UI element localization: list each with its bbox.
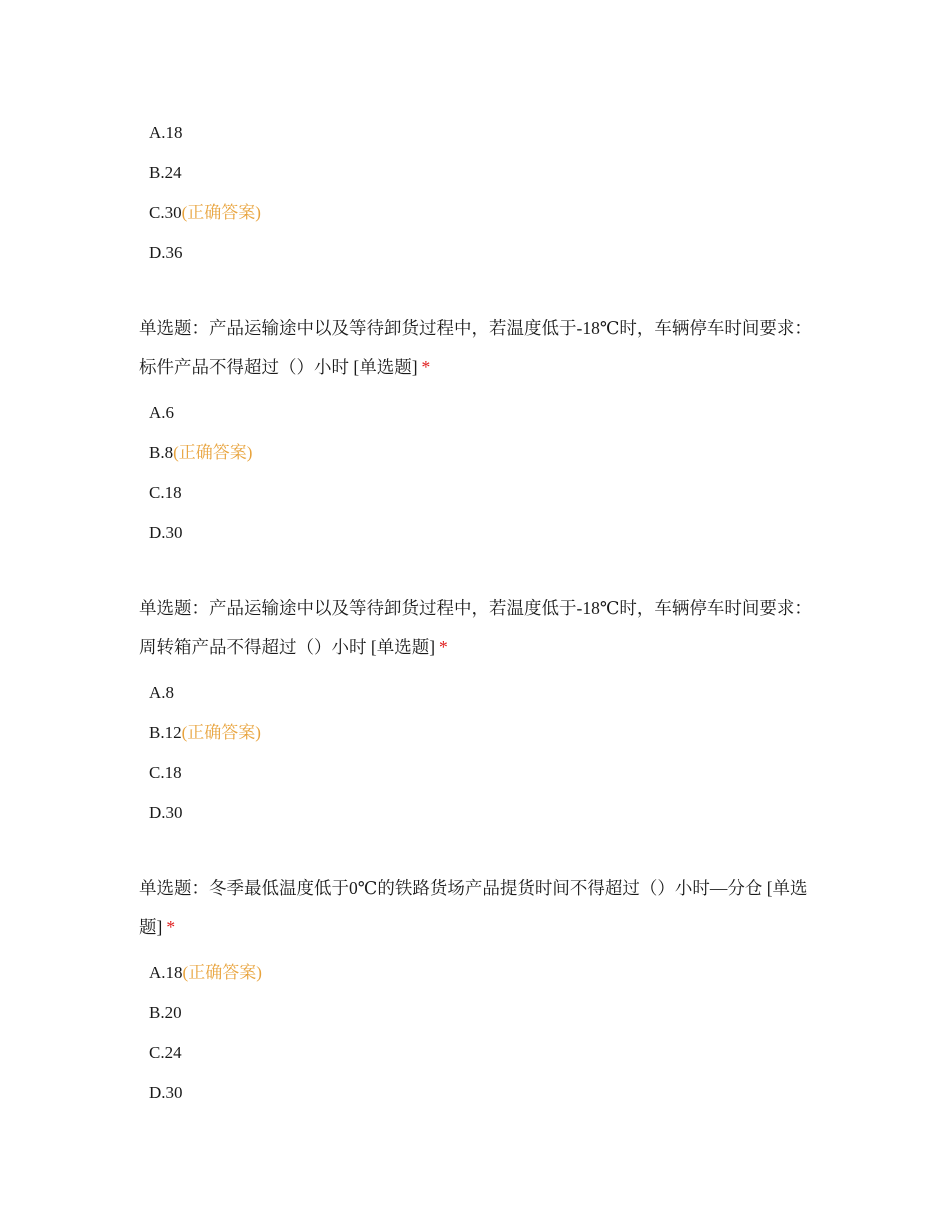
option-label: B.24 <box>149 163 182 182</box>
option-label: A.8 <box>149 683 175 702</box>
required-asterisk: * <box>166 917 176 937</box>
correct-answer-tag: (正确答案) <box>182 963 262 982</box>
option-d <box>149 233 819 273</box>
correct-answer-tag: (正确答案) <box>173 443 253 462</box>
option-d <box>149 1073 819 1113</box>
option-b <box>149 433 819 473</box>
option-d <box>149 513 819 553</box>
question-text <box>139 309 819 387</box>
required-asterisk: * <box>439 637 448 657</box>
option-list <box>139 673 819 833</box>
option-b <box>149 993 819 1033</box>
option-a <box>149 393 819 433</box>
option-a <box>149 113 819 153</box>
option-label: B.12 <box>149 723 182 742</box>
question-stem: 单选题：产品运输途中以及等待卸货过程中，若温度低于-18℃时，车辆停车时间要求：周转箱产品不得超过（）小时 <box>139 598 812 657</box>
option-c <box>149 193 819 233</box>
option-label: A.18 <box>149 963 183 982</box>
option-label: D.30 <box>149 1083 183 1102</box>
option-b <box>149 713 819 753</box>
option-a <box>149 673 819 713</box>
option-list <box>139 393 819 553</box>
option-d <box>149 793 819 833</box>
correct-answer-tag: (正确答案) <box>181 203 261 222</box>
question-block-1 <box>139 113 819 273</box>
question-type-tag: [单选题] <box>353 357 418 377</box>
option-c <box>149 753 819 793</box>
question-block-2 <box>139 309 819 553</box>
option-label: A.18 <box>149 123 183 142</box>
option-label: C.18 <box>149 763 182 782</box>
question-text <box>139 869 819 947</box>
question-stem: 单选题：冬季最低温度低于0℃的铁路货场产品提货时间不得超过（）小时—分仓 <box>139 878 763 898</box>
option-list <box>139 953 819 1113</box>
option-label: D.30 <box>149 803 183 822</box>
question-block-4 <box>139 869 819 1113</box>
option-b <box>149 153 819 193</box>
option-label: C.30 <box>149 203 182 222</box>
option-label: D.30 <box>149 523 183 542</box>
option-label: B.20 <box>149 1003 182 1022</box>
option-a <box>149 953 819 993</box>
option-list <box>139 113 819 273</box>
option-label: B.8 <box>149 443 174 462</box>
option-c <box>149 473 819 513</box>
option-label: C.18 <box>149 483 182 502</box>
option-label: D.36 <box>149 243 183 262</box>
correct-answer-tag: (正确答案) <box>181 723 261 742</box>
question-type-tag: [单选题] <box>370 637 436 657</box>
question-stem: 单选题：产品运输途中以及等待卸货过程中，若温度低于-18℃时，车辆停车时间要求：标件产品不得超过（）小时 <box>139 318 812 377</box>
question-block-3 <box>139 589 819 833</box>
question-text <box>139 589 819 667</box>
option-label: A.6 <box>149 403 175 422</box>
required-asterisk: * <box>421 357 431 377</box>
option-label: C.24 <box>149 1043 182 1062</box>
question-type-tag: [单选题] <box>139 878 808 937</box>
option-c <box>149 1033 819 1073</box>
